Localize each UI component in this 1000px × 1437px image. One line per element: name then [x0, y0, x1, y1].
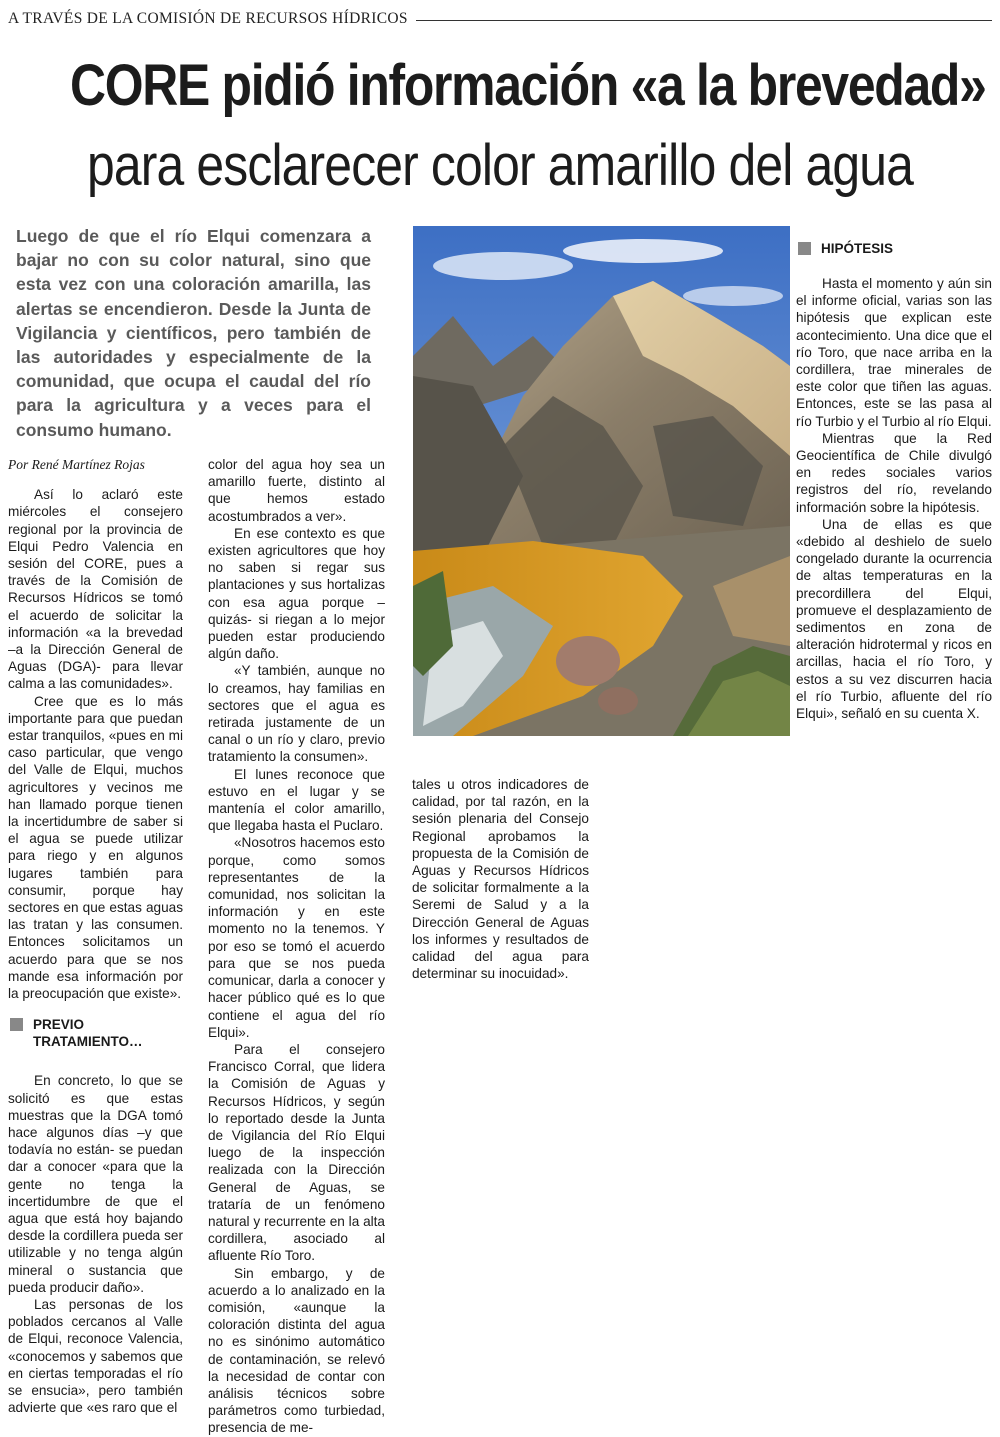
photo-yellow-river-icon — [413, 226, 790, 736]
river-photo — [413, 226, 790, 736]
lead-paragraph: Luego de que el río Elqui comenzara a bajar no con su color natural, sino que esta vez con una coloración amarilla, las alertas se encendieron. Desde la Junta de Vigilancia y científicos, pero también de las autoridades y especialmente de la comunidad, que ocupa el caudal del río para la agricultura y a veces para el consumo humano. — [16, 226, 371, 440]
subhead-previo-tratamiento — [8, 1016, 183, 1050]
body-paragraph: tales u otros indicadores de calidad, por tal razón, en la sesión plenaria del Consejo Regional aprobamos la propuesta de la Comisión de Aguas y Recursos Hídricos de solicitar formalmente a la Seremi de Salud y a la Dirección General de Aguas los informes y resultados de calidad del agua para determinar su inocuidad». — [412, 777, 589, 982]
subhead-hipotesis — [796, 240, 992, 257]
body-paragraph: «Nosotros hacemos esto porque, como somos representantes de la comunidad, nos solicitan la información y en este momento no la tenemos. Y por eso se tomó el acuerdo para que se nos pueda comunicar, darla a conocer y hacer público qué es lo que contiene el agua del río Elqui». — [208, 835, 385, 1040]
subhead-label: HIPÓTESIS — [821, 241, 894, 256]
square-bullet-icon — [10, 1018, 23, 1031]
body-paragraph: Sin embargo, y de acuerdo a lo analizado en la comisión, «aunque la coloración distinta del agua no es sinónimo automático de contaminación, se relevó la necesidad de contar con análisis técnicos sobre parámetros como turbiedad, presencia de me- — [208, 1265, 385, 1436]
body-paragraph: Para el consejero Francisco Corral, que lidera la Comisión de Aguas y Recursos Hídricos, y según lo reportado desde la Junta de Vigilancia del Río Elqui luego de la inspección realizada con la Dirección General de Aguas, se trataría de un fenómeno natural y recurrente en la alta cordillera, asociado al afluente Río Toro. — [208, 1041, 385, 1264]
byline: Por René Martínez Rojas — [8, 457, 145, 472]
headline-line-2: para esclarecer color amarillo del agua — [87, 133, 913, 198]
article-column-4 — [796, 240, 992, 722]
section-kicker: A TRAVÉS DE LA COMISIÓN DE RECURSOS HÍDRICOS — [8, 10, 408, 27]
subhead-label: PREVIO TRATAMIENTO… — [33, 1017, 143, 1050]
headline-line-1: CORE pidió información «a la brevedad» — [70, 53, 986, 118]
square-bullet-icon — [798, 242, 811, 255]
body-paragraph: Cree que es lo más importante para que puedan estar tranquilos, «pues en mi caso particular, que vengo del Valle de Elqui, muchos agricultores y vecinos me han llamado porque tienen la incertidumbre de saber si el agua se puede utilizar para riego y en algunos lugares también para consumir, porque hay sectores en que estas aguas las tratan y las consumen. Entonces solicitamos un acuerdo para que se nos mande esa información por la preocupación que existe». — [8, 693, 183, 1002]
body-paragraph: Mientras que la Red Geocientífica de Chile divulgó en redes sociales varios registros del río, revelando información sobre la hipótesis. — [796, 430, 992, 515]
body-paragraph: Una de ellas es que «debido al deshielo de suelo congelado durante la ocurrencia de altas temperaturas en la precordillera del Elqui, promueve el desplazamiento de sedimentos en zona de alteración hidrotermal y ricos en arcillas, hacia el río Toro, y estos a su vez discurren hacia el río Turbio, afluente del río Elqui», señaló en su cuenta X. — [796, 516, 992, 722]
body-paragraph: «Y también, aunque no lo creamos, hay familias en sectores que el agua es retirada justamente de un canal o un río y claro, previo tratamiento la consumen». — [208, 663, 385, 765]
body-paragraph: En ese contexto es que existen agricultores que hoy no saben si regar sus plantaciones y sus hortalizas con esa agua porque –quizás- si riegan a lo mejor pueden estar produciendo algún daño. — [208, 525, 385, 662]
body-paragraph: En concreto, lo que se solicitó es que estas muestras que la DGA tomó hace algunos días –y que todavía no están- se puedan dar a conocer «para que la gente no tenga la incertidumbre de que el agua que está hoy bajando desde la cordillera pueda ser utilizable y no tenga algún mineral o sustancia que pueda producir daño». — [8, 1073, 183, 1295]
body-paragraph: Así lo aclaró este miércoles el consejero regional por la provincia de Elqui Pedro Valencia en sesión del CORE, pues a través de la Comisión de Recursos Hídricos se tomó el acuerdo de solicitar la información «a la brevedad –a la Dirección General de Aguas (DGA)- para llevar calma a las comunidades». — [8, 487, 183, 692]
section-kicker-row — [8, 8, 992, 30]
article-column-2 — [208, 456, 385, 1437]
body-paragraph: El lunes reconoce que estuvo en el lugar y se mantenía el color amarillo, que llegaba hasta el Puclaro. — [208, 766, 385, 834]
body-paragraph: Hasta el momento y aún sin el informe oficial, varias son las hipótesis que explican este acontecimiento. Una dice que el río Toro, que nace arriba en la cordillera, trae minerales de este color que tiñen las aguas. Entonces, este se las pasa al río Turbio y el Turbio al río Elqui. — [796, 276, 992, 429]
body-paragraph: color del agua hoy sea un amarillo fuerte, distinto al que hemos estado acostumbrados a ver». — [208, 457, 385, 524]
article-column-3 — [412, 776, 589, 982]
article-column-1 — [8, 456, 183, 1416]
kicker-divider — [416, 20, 992, 21]
body-paragraph: Las personas de los poblados cercanos al Valle de Elqui, reconoce Valencia, «conocemos y sabemos que en ciertas temporadas el río se ensucia», pero también advierte que «es raro que el — [8, 1296, 183, 1416]
